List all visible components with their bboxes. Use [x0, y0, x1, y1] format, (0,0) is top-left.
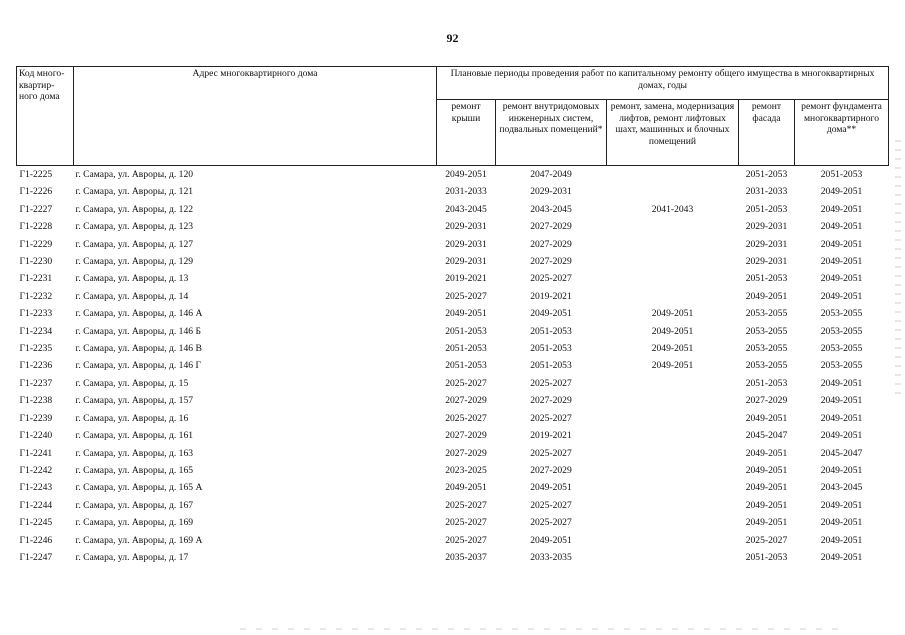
- cell-engineering: 2025-2027: [530, 412, 572, 424]
- table-row: [17, 375, 889, 392]
- cell-address: г. Самара, ул. Авроры, д. 16: [75, 412, 189, 424]
- cell-foundation: 2053-2055: [820, 360, 863, 372]
- cell-elevators: [607, 236, 739, 253]
- cell-address: г. Самара, ул. Авроры, д. 123: [75, 221, 194, 233]
- cell-engineering: 2025-2027: [530, 447, 572, 459]
- cell-foundation: 2053-2055: [820, 343, 863, 355]
- cell-elevators: [607, 497, 739, 514]
- table-row: [17, 288, 889, 305]
- cell-foundation: 2049-2051: [820, 534, 863, 546]
- page-number: 92: [446, 31, 459, 45]
- cell-address: г. Самара, ул. Авроры, д. 13: [75, 273, 189, 285]
- cell-facade: 2051-2053: [745, 273, 788, 285]
- table-row: [17, 497, 889, 514]
- cell-engineering: 2027-2029: [530, 395, 572, 407]
- cell-engineering: 2019-2021: [530, 430, 572, 442]
- cell-foundation: 2049-2051: [820, 551, 863, 563]
- cell-elevators: [607, 183, 739, 200]
- cell-roof: 2049-2051: [445, 169, 487, 180]
- cell-roof: 2027-2029: [445, 430, 487, 442]
- cell-engineering: 2025-2027: [530, 499, 572, 511]
- table-row: [17, 218, 889, 235]
- cell-code: Г1-2241: [19, 447, 53, 459]
- cell-engineering: 2027-2029: [530, 221, 572, 233]
- table-row: [17, 445, 889, 462]
- cell-engineering: 2043-2045: [530, 203, 572, 215]
- cell-code: Г1-2226: [19, 186, 53, 198]
- table-row: [17, 410, 889, 427]
- table-row: [17, 236, 889, 253]
- table-row: [17, 183, 889, 200]
- table-body: [17, 166, 889, 567]
- cell-facade: 2049-2051: [745, 447, 788, 459]
- cell-address: г. Самара, ул. Авроры, д. 17: [75, 551, 189, 563]
- cell-foundation: 2051-2053: [820, 169, 863, 180]
- cell-foundation: 2049-2051: [820, 499, 863, 511]
- header-roof: ремонт крыши: [437, 100, 496, 166]
- cell-code: Г1-2242: [19, 464, 53, 476]
- cell-roof: 2025-2027: [445, 517, 487, 529]
- cell-facade: 2051-2053: [745, 203, 788, 215]
- cell-roof: 2025-2027: [445, 534, 487, 546]
- cell-elevators: 2049-2051: [651, 325, 694, 337]
- cell-roof: 2023-2025: [445, 464, 487, 476]
- cell-facade: 2051-2053: [745, 169, 788, 180]
- cell-code: Г1-2234: [19, 325, 53, 337]
- cell-elevators: 2049-2051: [651, 360, 694, 372]
- cell-roof: 2049-2051: [445, 308, 487, 320]
- cell-elevators: [607, 479, 739, 496]
- cell-roof: 2049-2051: [445, 482, 487, 494]
- repair-schedule-table: [16, 66, 889, 566]
- cell-elevators: [607, 392, 739, 409]
- cell-roof: 2029-2031: [445, 256, 487, 268]
- cell-address: г. Самара, ул. Авроры, д. 146 Б: [75, 325, 201, 337]
- cell-engineering: 2049-2051: [530, 308, 572, 320]
- cell-address: г. Самара, ул. Авроры, д. 129: [75, 256, 194, 268]
- cell-code: Г1-2229: [19, 238, 53, 250]
- cell-facade: 2029-2031: [745, 238, 788, 250]
- cell-elevators: [607, 218, 739, 235]
- cell-code: Г1-2238: [19, 395, 53, 407]
- cell-roof: 2025-2027: [445, 499, 487, 511]
- cell-engineering: 2033-2035: [530, 551, 572, 563]
- cell-foundation: 2043-2045: [820, 482, 863, 494]
- cell-roof: 2027-2029: [445, 395, 487, 407]
- cell-code: Г1-2233: [19, 308, 53, 320]
- cell-roof: 2025-2027: [445, 377, 487, 389]
- cell-facade: 2027-2029: [745, 395, 788, 407]
- cell-facade: 2051-2053: [745, 377, 788, 389]
- cell-code: Г1-2245: [19, 517, 53, 529]
- table-row: [17, 479, 889, 496]
- cell-address: г. Самара, ул. Авроры, д. 165: [75, 464, 194, 476]
- cell-engineering: 2025-2027: [530, 377, 572, 389]
- cell-engineering: 2051-2053: [530, 343, 572, 355]
- cell-roof: 2031-2033: [445, 186, 487, 198]
- header-address: Адрес многоквартирного дома: [74, 67, 437, 166]
- table-row: [17, 462, 889, 479]
- cell-address: г. Самара, ул. Авроры, д. 163: [75, 447, 194, 459]
- cell-code: Г1-2243: [19, 482, 53, 494]
- cell-address: г. Самара, ул. Авроры, д. 146 Г: [75, 360, 201, 372]
- table-row: [17, 357, 889, 374]
- table-row: [17, 253, 889, 270]
- cell-roof: 2029-2031: [445, 221, 487, 233]
- cell-roof: 2025-2027: [445, 290, 487, 302]
- cell-facade: 2025-2027: [745, 534, 788, 546]
- cell-engineering: 2051-2053: [530, 325, 572, 337]
- cell-code: Г1-2239: [19, 412, 53, 424]
- scan-artifact: [895, 140, 901, 400]
- header-elevators: ремонт, замена, модернизация лифтов, ремонт лифтовых шахт, машинных и блочных помещений: [607, 100, 739, 166]
- cell-facade: 2049-2051: [745, 482, 788, 494]
- cell-elevators: [607, 445, 739, 462]
- cell-elevators: [607, 410, 739, 427]
- table-row: [17, 340, 889, 357]
- cell-engineering: 2027-2029: [530, 464, 572, 476]
- cell-roof: 2025-2027: [445, 412, 487, 424]
- cell-foundation: 2049-2051: [820, 290, 863, 302]
- table-header: [17, 67, 889, 166]
- cell-address: г. Самара, ул. Авроры, д. 120: [75, 169, 194, 180]
- cell-engineering: 2025-2027: [530, 273, 572, 285]
- cell-foundation: 2049-2051: [820, 412, 863, 424]
- cell-facade: 2049-2051: [745, 412, 788, 424]
- cell-elevators: [607, 166, 739, 184]
- table-row: [17, 392, 889, 409]
- cell-foundation: 2049-2051: [820, 238, 863, 250]
- cell-address: г. Самара, ул. Авроры, д. 146 А: [75, 308, 203, 320]
- cell-engineering: 2027-2029: [530, 238, 572, 250]
- cell-elevators: [607, 427, 739, 444]
- cell-roof: 2051-2053: [445, 325, 487, 337]
- cell-roof: 2051-2053: [445, 343, 487, 355]
- cell-elevators: [607, 288, 739, 305]
- cell-roof: 2051-2053: [445, 360, 487, 372]
- cell-foundation: 2049-2051: [820, 203, 863, 215]
- cell-address: г. Самара, ул. Авроры, д. 165 А: [75, 482, 203, 494]
- cell-roof: 2019-2021: [445, 273, 487, 285]
- table-row: [17, 270, 889, 287]
- header-facade: ремонт фасада: [739, 100, 795, 166]
- table-row: [17, 532, 889, 549]
- cell-engineering: 2051-2053: [530, 360, 572, 372]
- cell-roof: 2043-2045: [445, 203, 487, 215]
- cell-facade: 2053-2055: [745, 360, 788, 372]
- table-row: [17, 323, 889, 340]
- cell-address: г. Самара, ул. Авроры, д. 167: [75, 499, 194, 511]
- cell-address: г. Самара, ул. Авроры, д. 122: [75, 203, 194, 215]
- cell-foundation: 2049-2051: [820, 464, 863, 476]
- cell-foundation: 2049-2051: [820, 273, 863, 285]
- cell-engineering: 2025-2027: [530, 517, 572, 529]
- cell-facade: 2045-2047: [745, 430, 788, 442]
- cell-address: г. Самара, ул. Авроры, д. 157: [75, 395, 194, 407]
- cell-foundation: 2049-2051: [820, 377, 863, 389]
- cell-code: Г1-2228: [19, 221, 53, 233]
- cell-code: Г1-2235: [19, 343, 53, 355]
- cell-elevators: [607, 549, 739, 566]
- cell-elevators: [607, 514, 739, 531]
- cell-elevators: 2049-2051: [651, 343, 694, 355]
- cell-foundation: 2049-2051: [820, 430, 863, 442]
- cell-foundation: 2049-2051: [820, 395, 863, 407]
- cell-code: Г1-2240: [19, 430, 53, 442]
- cell-code: Г1-2230: [19, 256, 53, 268]
- cell-code: Г1-2236: [19, 360, 53, 372]
- cell-elevators: [607, 462, 739, 479]
- cell-foundation: 2049-2051: [820, 517, 863, 529]
- cell-facade: 2049-2051: [745, 499, 788, 511]
- cell-engineering: 2027-2029: [530, 256, 572, 268]
- cell-facade: 2049-2051: [745, 290, 788, 302]
- cell-facade: 2049-2051: [745, 464, 788, 476]
- scan-artifact-bottom: [240, 628, 845, 630]
- cell-foundation: 2049-2051: [820, 221, 863, 233]
- cell-address: г. Самара, ул. Авроры, д. 169: [75, 517, 194, 529]
- cell-foundation: 2045-2047: [820, 447, 863, 459]
- header-foundation: ремонт фундамента многоквартирного дома**: [795, 100, 889, 166]
- cell-address: г. Самара, ул. Авроры, д. 121: [75, 186, 194, 198]
- cell-address: г. Самара, ул. Авроры, д. 146 В: [75, 343, 202, 355]
- cell-facade: 2053-2055: [745, 325, 788, 337]
- table-row: [17, 427, 889, 444]
- table-row: [17, 549, 889, 566]
- cell-engineering: 2047-2049: [530, 169, 572, 180]
- cell-code: Г1-2247: [19, 551, 53, 563]
- cell-foundation: 2049-2051: [820, 256, 863, 268]
- cell-facade: 2053-2055: [745, 308, 788, 320]
- cell-elevators: [607, 532, 739, 549]
- cell-address: г. Самара, ул. Авроры, д. 161: [75, 430, 194, 442]
- cell-engineering: 2019-2021: [530, 290, 572, 302]
- cell-foundation: 2053-2055: [820, 308, 863, 320]
- cell-elevators: [607, 270, 739, 287]
- cell-code: Г1-2227: [19, 203, 53, 215]
- cell-engineering: 2049-2051: [530, 482, 572, 494]
- cell-code: Г1-2231: [19, 273, 53, 285]
- cell-elevators: 2041-2043: [651, 203, 694, 215]
- cell-roof: 2029-2031: [445, 238, 487, 250]
- header-periods: Плановые периоды проведения работ по капитальному ремонту общего имущества в многоквартирных домах, годы: [437, 67, 889, 100]
- cell-facade: 2051-2053: [745, 551, 788, 563]
- table-row: [17, 201, 889, 218]
- table-row: [17, 305, 889, 322]
- cell-facade: 2031-2033: [745, 186, 788, 198]
- cell-facade: 2029-2031: [745, 256, 788, 268]
- cell-address: г. Самара, ул. Авроры, д. 15: [75, 377, 189, 389]
- cell-code: Г1-2232: [19, 290, 53, 302]
- cell-elevators: [607, 375, 739, 392]
- cell-code: Г1-2246: [19, 534, 53, 546]
- cell-foundation: 2049-2051: [820, 186, 863, 198]
- cell-facade: 2029-2031: [745, 221, 788, 233]
- header-code: Код много-квартир-ного дома: [17, 67, 74, 166]
- cell-code: Г1-2225: [19, 169, 53, 180]
- cell-foundation: 2053-2055: [820, 325, 863, 337]
- table-row: [17, 514, 889, 531]
- cell-roof: 2035-2037: [445, 551, 487, 563]
- cell-address: г. Самара, ул. Авроры, д. 169 А: [75, 534, 203, 546]
- header-engineering: ремонт внутридомовых инженерных систем, подвальных помещений*: [496, 100, 607, 166]
- cell-facade: 2049-2051: [745, 517, 788, 529]
- cell-engineering: 2049-2051: [530, 534, 572, 546]
- cell-code: Г1-2244: [19, 499, 53, 511]
- cell-roof: 2027-2029: [445, 447, 487, 459]
- cell-address: г. Самара, ул. Авроры, д. 14: [75, 290, 189, 302]
- table-row: [17, 166, 889, 184]
- cell-facade: 2053-2055: [745, 343, 788, 355]
- cell-engineering: 2029-2031: [530, 186, 572, 198]
- cell-code: Г1-2237: [19, 377, 53, 389]
- cell-elevators: 2049-2051: [651, 308, 694, 320]
- cell-elevators: [607, 253, 739, 270]
- cell-address: г. Самара, ул. Авроры, д. 127: [75, 238, 194, 250]
